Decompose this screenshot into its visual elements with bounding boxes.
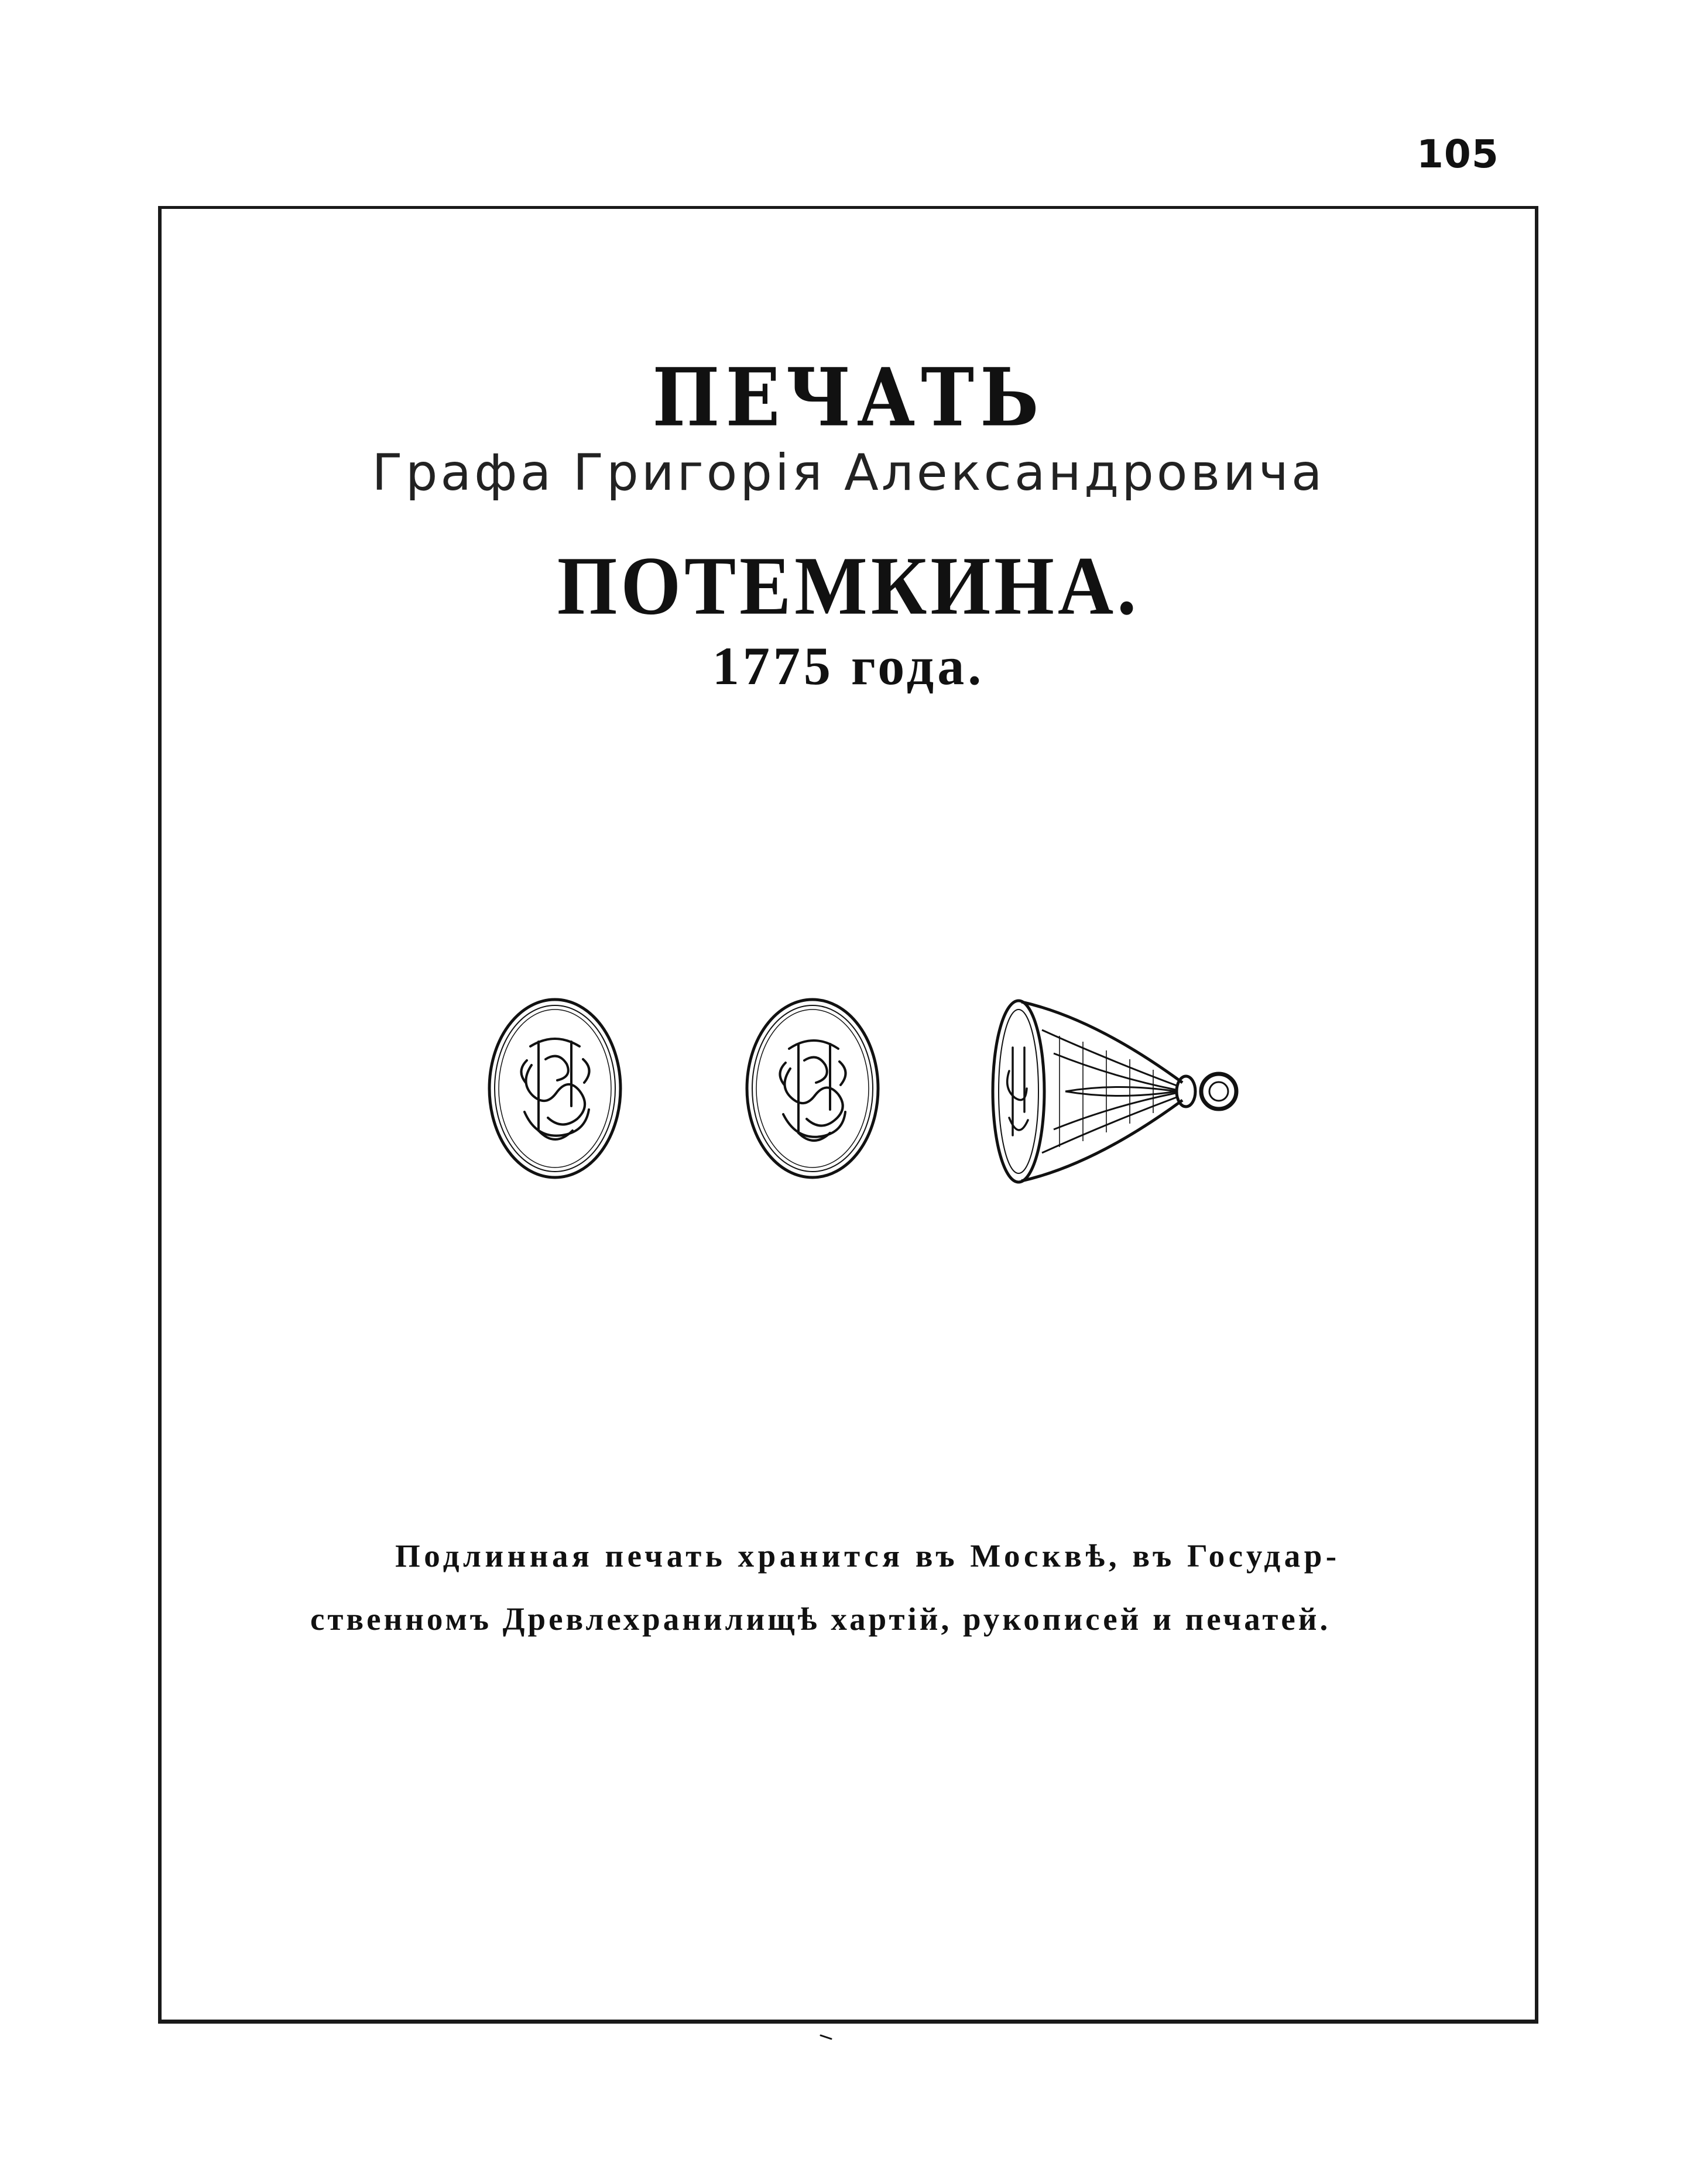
page-title: ПЕЧАТЬ [652, 350, 1045, 445]
tick-mark [820, 2034, 832, 2040]
seal-impression-icon [742, 995, 883, 1182]
seal-stamp-side-icon [989, 995, 1247, 1188]
page-subtitle: Графа Григорія Александровича [372, 444, 1325, 502]
page-number: 105 [1417, 132, 1499, 177]
person-name: ПОТЕМКИНА. [557, 539, 1140, 632]
caption-line: Подлинная печать хранится въ Москвѣ, въ Государ- [395, 1538, 1341, 1574]
caption-line: ственномъ Древлехранилищѣ хартій, рукописей и печатей. [310, 1601, 1331, 1637]
caption [310, 1524, 1458, 1651]
seal-impression-icon [485, 995, 625, 1182]
year-label: 1775 года. [712, 636, 985, 696]
